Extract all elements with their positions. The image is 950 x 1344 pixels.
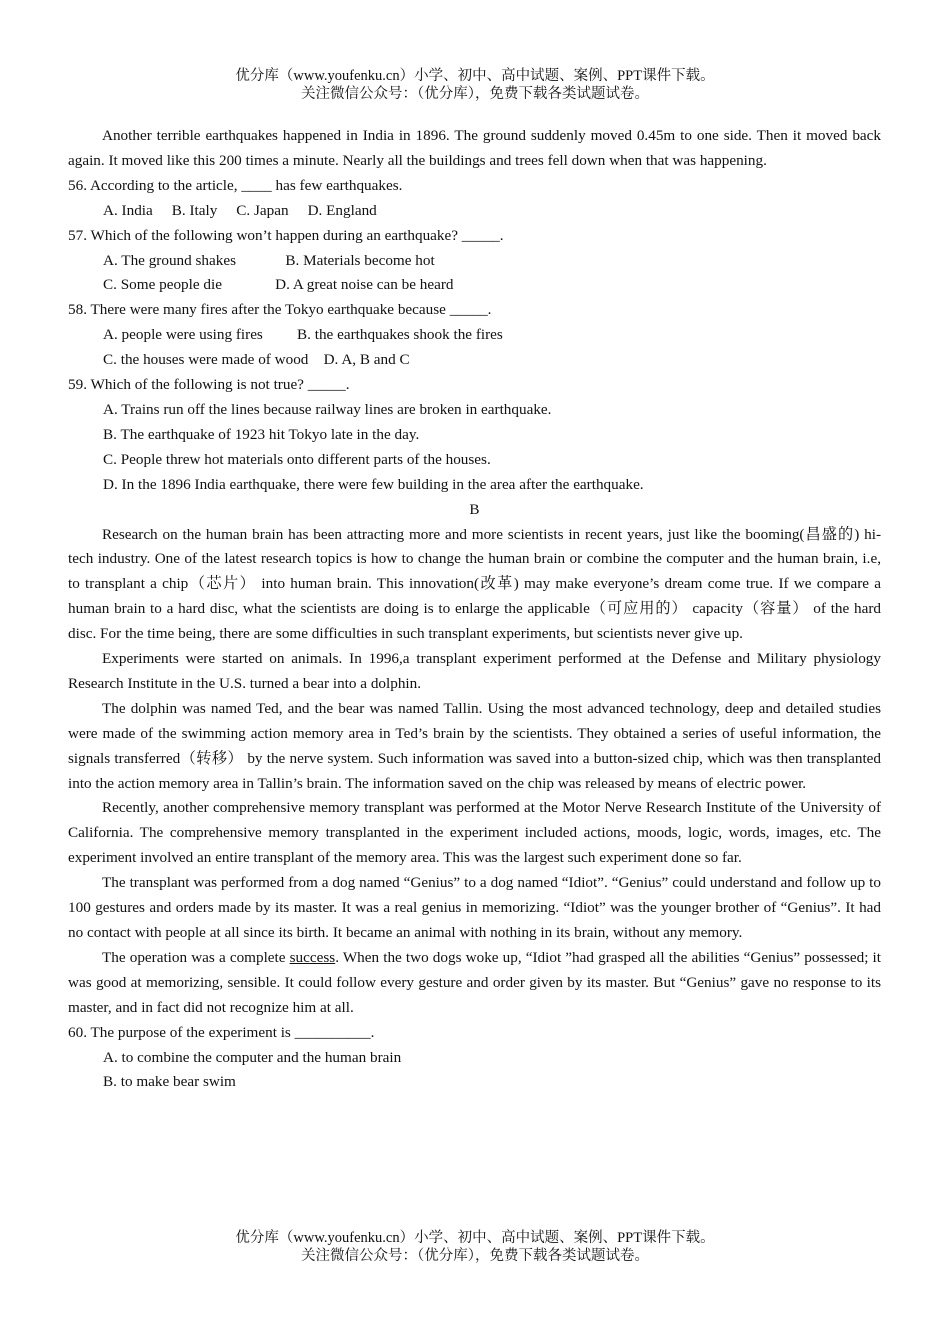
question-60 [68, 1021, 881, 1096]
paragraph-text: . When the two dogs woke up, “Idiot ”had grasped all the abilities “Genius” possessed; it was good at memorizing, sensible. It could follow every gesture and order given by its master. But “Genius” gave no response to its master, and in fact did not recognize him at all. [68, 948, 881, 1016]
header-line-2: 关注微信公众号：（优分库），免费下载各类试题试卷。 [301, 86, 649, 102]
passage-a-paragraph: Another terrible earthquakes happened in India in 1896. The ground suddenly moved 0.45m to one side. Then it moved back again. It moved like this 200 times a minute. Nearly all the buildings and trees fell down when that was happening. [68, 127, 881, 169]
option-line: A. people were using fires B. the earthquakes shook the fires [103, 326, 503, 344]
page-footer [0, 1229, 950, 1265]
header-line-1: 优分库（www.youfenku.cn）小学、初中、高中试题、案例、PPT课件下载。 [235, 68, 715, 84]
option-line: C. the houses were made of wood D. A, B and C [103, 351, 410, 369]
option-line: A. to combine the computer and the human brain [103, 1048, 402, 1066]
option-line: B. The earthquake of 1923 hit Tokyo late in the day. [103, 425, 420, 443]
question-57 [68, 224, 881, 299]
passage-b-paragraph-1: Research on the human brain has been attracting more and more scientists in recent years, just like the booming(昌盛的) hi-tech industry. One of the latest research topics is how to change the human brain or combine the computer and the human brain, i.e, to transplant a chip（芯片） into human brain. This innovation(改革) may make everyone’s dream come true. If we compare a human brain to a hard disc, what the scientists are doing is to enlarge the applicable（可应用的） capacity（容量） of the hard disc. For the time being, there are some difficulties in such transplant experiments, but scientists never give up. [68, 525, 881, 643]
question-stem: 59. Which of the following is not true? _____. [68, 376, 350, 394]
passage-b-paragraph-4: Recently, another comprehensive memory transplant was performed at the Motor Nerve Research Institute of the University of California. The comprehensive memory transplanted in the experiment included actions, moods, logic, words, images, etc. The experiment involved an entire transplant of the memory area. This was the largest such experiment done so far. [68, 799, 881, 867]
page-header [0, 67, 950, 103]
paragraph-text: The operation was a complete [102, 948, 290, 966]
passage-b-paragraph-2: Experiments were started on animals. In 1996,a transplant experiment performed at the Defense and Military physiology Research Institute in the U.S. turned a bear into a dolphin. [68, 650, 881, 692]
option-line: B. to make bear swim [103, 1073, 236, 1091]
section-b-heading: B [469, 500, 480, 518]
question-stem: 57. Which of the following won’t happen during an earthquake? _____. [68, 226, 504, 244]
option-line: D. In the 1896 India earthquake, there were few building in the area after the earthquake. [103, 475, 644, 493]
question-stem: 58. There were many fires after the Tokyo earthquake because _____. [68, 301, 492, 319]
footer-line-1: 优分库（www.youfenku.cn）小学、初中、高中试题、案例、PPT课件下载。 [235, 1230, 715, 1246]
passage-b-paragraph-6 [68, 946, 881, 1021]
question-56 [68, 174, 881, 224]
option-line: A. The ground shakes B. Materials become hot [103, 251, 435, 269]
option-line: C. People threw hot materials onto different parts of the houses. [103, 450, 491, 468]
question-59 [68, 373, 881, 498]
question-stem: 56. According to the article, ____ has few earthquakes. [68, 176, 403, 194]
document-body [68, 124, 881, 1095]
question-58 [68, 298, 881, 373]
underlined-word: success [289, 948, 336, 966]
option-line: C. Some people die D. A great noise can be heard [103, 276, 454, 294]
option-line: A. India B. Italy C. Japan D. England [103, 201, 377, 219]
passage-b-paragraph-5: The transplant was performed from a dog named “Genius” to a dog named “Idiot”. “Genius” could understand and follow up to 100 gestures and orders made by its master. It was a real genius in memorizing. “Idiot” was the younger brother of “Genius”. It had no contact with people at all since its birth. It became an animal with nothing in its brain, without any memory. [68, 874, 881, 941]
passage-b-paragraph-3: The dolphin was named Ted, and the bear was named Tallin. Using the most advanced technology, deep and detailed studies were made of the swimming action memory area in Ted’s brain by the scientists. They obtained a series of useful information, the signals transferred（转移） by the nerve system. Such information was saved into a button-sized chip, which was then transplanted into the action memory area in Tallin’s brain. The information saved on the chip was released by means of electric power. [68, 699, 881, 792]
question-stem: 60. The purpose of the experiment is __________. [68, 1023, 375, 1041]
option-line: A. Trains run off the lines because railway lines are broken in earthquake. [103, 400, 552, 418]
footer-line-2: 关注微信公众号：（优分库），免费下载各类试题试卷。 [301, 1248, 649, 1264]
